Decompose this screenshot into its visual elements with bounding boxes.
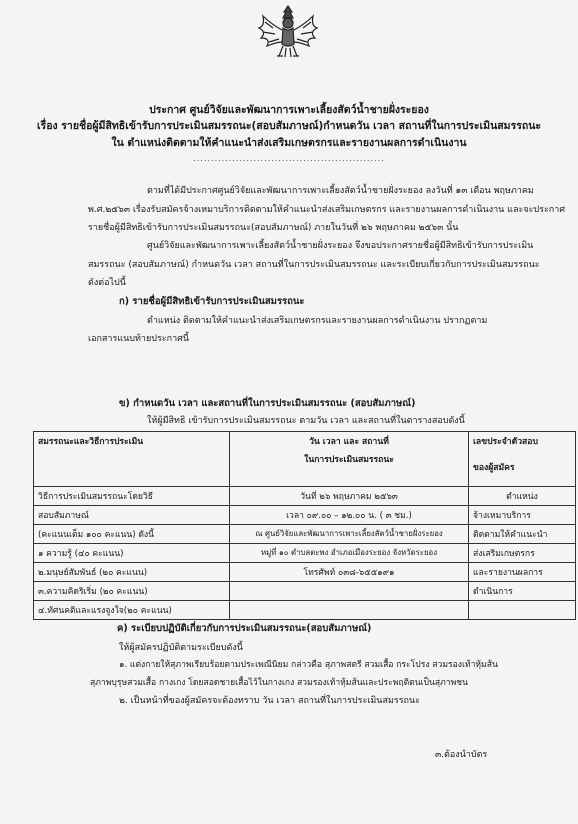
table-cell: ตำแหน่ง: [469, 487, 576, 506]
header-datetime: [230, 432, 469, 487]
section-c-line-2: ๑. แต่งกายให้สุภาพเรียบร้อยตามประเพณีนิยม กล่าวคือ สุภาพสตรี สวมเสื้อ กระโปรง สวมรองเท้าหุ้มส้น: [119, 660, 498, 670]
table-cell: หมู่ที่ ๑๐ ตำบลตะพง อำเภอเมืองระยอง จังหวัดระยอง: [230, 544, 469, 563]
table-cell: ส่งเสริมเกษตรกร: [469, 544, 576, 563]
section-c-heading: ค) ระเบียบปฏิบัติเกี่ยวกับการประเมินสมรรถนะ(สอบสัมภาษณ์): [117, 623, 372, 634]
section-c-line-3: สุภาพบุรุษสวมเสื้อ กางเกง โดยสอดชายเสื้อไว้ในกางเกง สวมรองเท้าหุ้มส้นและประพฤติตนเป็นสุภาพชน: [90, 678, 468, 688]
section-a-heading: ก) รายชื่อผู้มีสิทธิเข้ารับการประเมินสมรรถนะ: [119, 296, 305, 307]
title-separator: ......................................................: [193, 154, 385, 163]
exam-schedule-table: [33, 431, 576, 620]
header-exam-id-line-1: เลขประจำตัวสอบ: [473, 437, 538, 447]
section-b-line-1: ให้ผู้มีสิทธิ เข้ารับการประเมินสมรรถนะ ตามวัน เวลา และสถานที่ในตารางสอบดังนี้: [147, 416, 465, 426]
table-row: [34, 525, 576, 544]
table-cell: โทรศัพท์ ๐๓๘-๖๕๕๑๙๑: [230, 563, 469, 582]
announcement-position: ใน ตำแหน่งติดตามให้คำแนะนำส่งเสริมเกษตรกรและรายงานผลการดำเนินงาน: [111, 137, 467, 149]
table-cell: วันที่ ๒๖ พฤษภาคม ๒๕๖๓: [230, 487, 469, 506]
table-cell: วิธีการประเมินสมรรถนะโดยวิธี: [34, 487, 230, 506]
intro-line-6: ดังต่อไปนี้: [88, 278, 126, 288]
table-cell: ติดตามให้คำแนะนำ: [469, 525, 576, 544]
table-row: [34, 506, 576, 525]
section-c-line-4: ๒. เป็นหน้าที่ของผู้สมัครจะต้องทราบ วัน เวลา สถานที่ในการประเมินสมรรถนะ: [119, 696, 420, 706]
table-cell: (คะแนนเต็ม ๑๐๐ คะแนน) ดังนี้: [34, 525, 230, 544]
table-cell: ๓.ความคิดริเริ่ม (๒๐ คะแนน): [34, 582, 230, 601]
intro-line-5: สมรรถนะ (สอบสัมภาษณ์) กำหนดวัน เวลา สถานที่ในการประเมินสมรรถนะ และระเบียบเกี่ยวกับการประเมินสมรรถนะ: [88, 260, 540, 270]
table-cell: เวลา ๐๙.๐๐ – ๑๒.๐๐ น. ( ๓ ชม.): [230, 506, 469, 525]
intro-line-2: พ.ศ.๒๕๖๓ เรื่องรับสมัครจ้างเหมาบริการติดตามให้คำแนะนำส่งเสริมเกษตรกร และรายงานผลการดำเนินงาน และจะประกาศ: [88, 205, 566, 215]
section-b-heading: ข) กำหนดวัน เวลา และสถานที่ในการประเมินสมรรถนะ (สอบสัมภาษณ์): [119, 398, 416, 409]
intro-line-1: ตามที่ได้มีประกาศศูนย์วิจัยและพัฒนาการเพาะเลี้ยงสัตว์น้ำชายฝั่งระยอง ลงวันที่ ๑๓ เดือน พฤษภาคม: [147, 186, 534, 196]
table-row: [34, 563, 576, 582]
table-cell: สอบสัมภาษณ์: [34, 506, 230, 525]
announcement-title: ประกาศ ศูนย์วิจัยและพัฒนาการเพาะเลี้ยงสัตว์น้ำชายฝั่งระยอง: [149, 104, 429, 116]
header-exam-id-line-2: ของผู้สมัคร: [473, 463, 515, 473]
header-exam-id: [469, 432, 576, 487]
table-row: [34, 582, 576, 601]
table-row: [34, 487, 576, 506]
section-c-line-1: ให้ผู้สมัครปฏิบัติตามระเบียบดังนี้: [119, 643, 243, 653]
table-cell: ๒.มนุษย์สัมพันธ์ (๒๐ คะแนน): [34, 563, 230, 582]
garuda-emblem-icon: [253, 2, 323, 60]
header-datetime-line-1: วัน เวลา และ สถานที่: [309, 437, 389, 447]
section-a-line-2: เอกสารแนบท้ายประกาศนี้: [88, 334, 189, 344]
table-cell: และรายงานผลการ: [469, 563, 576, 582]
intro-line-4: ศูนย์วิจัยและพัฒนาการเพาะเลี้ยงสัตว์น้ำชายฝั่งระยอง จึงขอประกาศรายชื่อผู้มีสิทธิเข้ารับการประเมิน: [147, 241, 534, 251]
section-a-line-1: ตำแหน่ง ติดตามให้คำแนะนำส่งเสริมเกษตรกรและรายงานผลการดำเนินงาน ปรากฏตาม: [147, 316, 488, 326]
table-cell: [230, 582, 469, 601]
table-cell: [230, 601, 469, 620]
page-continuation: ๓.ต้องนำบัตร: [435, 750, 488, 760]
table-cell: ณ ศูนย์วิจัยและพัฒนาการเพาะเลี้ยงสัตว์น้ำชายฝั่งระยอง: [230, 525, 469, 544]
announcement-subject: เรื่อง รายชื่อผู้มีสิทธิเข้ารับการประเมินสมรรถนะ(สอบสัมภาษณ์)กำหนดวัน เวลา สถานที่ในการประเมินสมรรถนะ: [36, 120, 542, 132]
table-header-row: [34, 432, 576, 487]
table-cell: จ้างเหมาบริการ: [469, 506, 576, 525]
intro-line-3: รายชื่อผู้มีสิทธิเข้ารับการประเมินสมรรถนะ(สอบสัมภาษณ์) ภายในวันที่ ๒๖ พฤษภาคม ๒๕๖๓ นั้น: [88, 223, 459, 233]
header-competency: [34, 432, 230, 487]
table-cell: ดำเนินการ: [469, 582, 576, 601]
header-competency-label: สมรรถนะและวิธีการประเมิน: [38, 437, 144, 447]
table-row: [34, 544, 576, 563]
table-row: [34, 601, 576, 620]
table-cell: ๔.ทัศนคติและแรงจูงใจ(๒๐ คะแนน): [34, 601, 230, 620]
table-cell: ๑ ความรู้ (๔๐ คะแนน): [34, 544, 230, 563]
table-cell: [469, 601, 576, 620]
header-datetime-line-2: ในการประเมินสมรรถนะ: [304, 455, 394, 465]
